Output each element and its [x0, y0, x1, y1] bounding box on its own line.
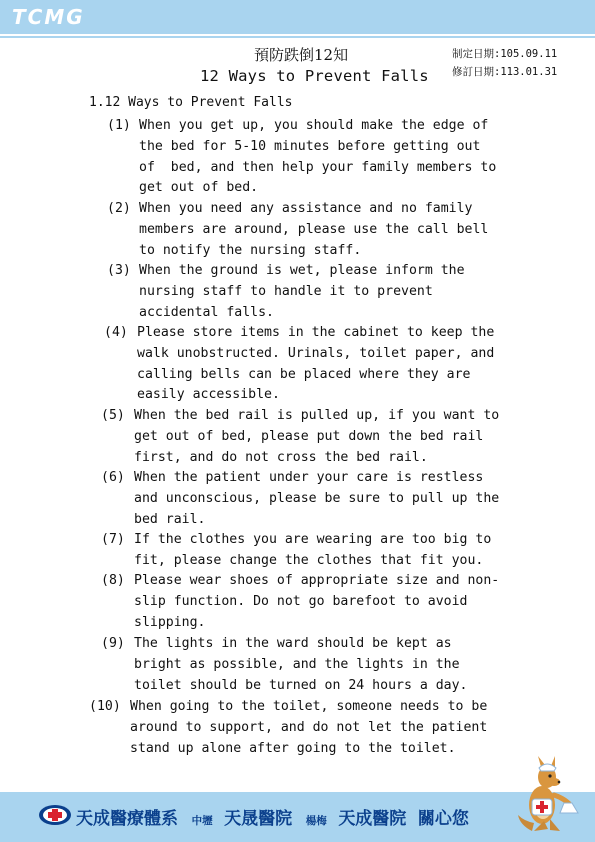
list-item	[107, 261, 465, 323]
item-number: (1)	[107, 118, 131, 133]
item-text-line: nursing staff to handle it to prevent	[139, 283, 433, 299]
item-text-line: bed rail.	[134, 511, 206, 527]
tcmg-logo: TCMG	[12, 5, 85, 29]
item-text-line: When the ground is wet, please inform the	[139, 263, 465, 278]
section-heading: 1.12 Ways to Prevent Falls	[89, 95, 293, 110]
footer-location-1: 中壢	[191, 815, 213, 827]
item-text-line: When the bed rail is pulled up, if you want to	[134, 408, 500, 423]
item-number: (3)	[107, 263, 131, 278]
item-text-line: around to support, and do not let the patient	[130, 719, 488, 735]
list-item	[107, 116, 496, 199]
made-date: 制定日期:105.09.11	[452, 48, 558, 60]
list-item	[107, 199, 488, 261]
item-text-line: of bed, and then help your family members to	[139, 159, 497, 175]
item-text-line: slip function. Do not go barefoot to avoid	[134, 593, 468, 609]
footer-slogan: 關心您	[417, 809, 469, 829]
item-text-line: slipping.	[134, 614, 206, 630]
item-text-line: toilet should be turned on 24 hours a day.	[134, 677, 468, 693]
footer-text	[76, 804, 469, 829]
date-block	[452, 45, 557, 81]
item-number: (8)	[101, 573, 125, 588]
item-text-line: When you need any assistance and no family	[139, 201, 473, 216]
revised-date: 修訂日期:113.01.31	[452, 66, 558, 78]
footer-bar	[0, 792, 595, 842]
list-item	[101, 468, 499, 530]
footer-system: 天成醫療體系	[76, 809, 178, 829]
item-text-line: easily accessible.	[137, 387, 280, 403]
item-text-line: accidental falls.	[139, 304, 274, 320]
item-text-line: get out of bed.	[139, 180, 259, 196]
item-text-line: Please wear shoes of appropriate size and non-	[134, 573, 500, 588]
list-item	[101, 571, 499, 633]
item-number: (10)	[89, 699, 121, 714]
list-item	[101, 530, 491, 572]
item-text-line: Please store items in the cabinet to keep the	[137, 325, 495, 340]
header-divider	[0, 36, 595, 38]
item-number: (7)	[101, 532, 125, 547]
item-text-line: When you get up, you should make the edge of	[139, 118, 489, 133]
item-text-line: walk unobstructed. Urinals, toilet paper, and	[137, 345, 495, 361]
list-item	[101, 634, 467, 696]
item-text-line: members are around, please use the call bell	[139, 221, 489, 237]
header-bar	[0, 0, 595, 34]
list-item	[89, 697, 487, 759]
item-text-line: fit, please change the clothes that fit you.	[134, 552, 484, 568]
list-item	[101, 406, 499, 468]
item-text-line: stand up alone after going to the toilet.	[130, 740, 456, 756]
item-text-line: The lights in the ward should be kept as	[134, 636, 452, 651]
footer-hospital-2: 天成醫院	[338, 809, 407, 829]
footer-location-2: 楊梅	[305, 815, 327, 827]
item-number: (4)	[104, 325, 128, 340]
hospital-logo-icon	[38, 804, 72, 826]
item-text-line: to notify the nursing staff.	[139, 242, 362, 258]
item-text-line: bright as possible, and the lights in the	[134, 656, 460, 672]
item-text-line: If the clothes you are wearing are too big to	[134, 532, 492, 547]
item-text-line: get out of bed, please put down the bed rail	[134, 428, 484, 444]
item-text-line: first, and do not cross the bed rail.	[134, 449, 428, 465]
item-text-line: When going to the toilet, someone needs to be	[130, 699, 488, 714]
title-english: 12 Ways to Prevent Falls	[200, 67, 429, 85]
item-text-line: When the patient under your care is restless	[134, 470, 484, 485]
item-text-line: calling bells can be placed where they are	[137, 366, 471, 382]
item-number: (5)	[101, 408, 125, 423]
footer-hospital-1: 天晟醫院	[224, 809, 293, 829]
title-chinese: 預防跌倒12知	[254, 46, 349, 64]
item-text-line: and unconscious, please be sure to pull up the	[134, 490, 500, 506]
item-number: (9)	[101, 636, 125, 651]
item-number: (6)	[101, 470, 125, 485]
item-text-line: the bed for 5-10 minutes before getting out	[139, 138, 481, 154]
list-item	[104, 323, 494, 406]
kangaroo-nurse-icon	[514, 755, 580, 833]
item-number: (2)	[107, 201, 131, 216]
